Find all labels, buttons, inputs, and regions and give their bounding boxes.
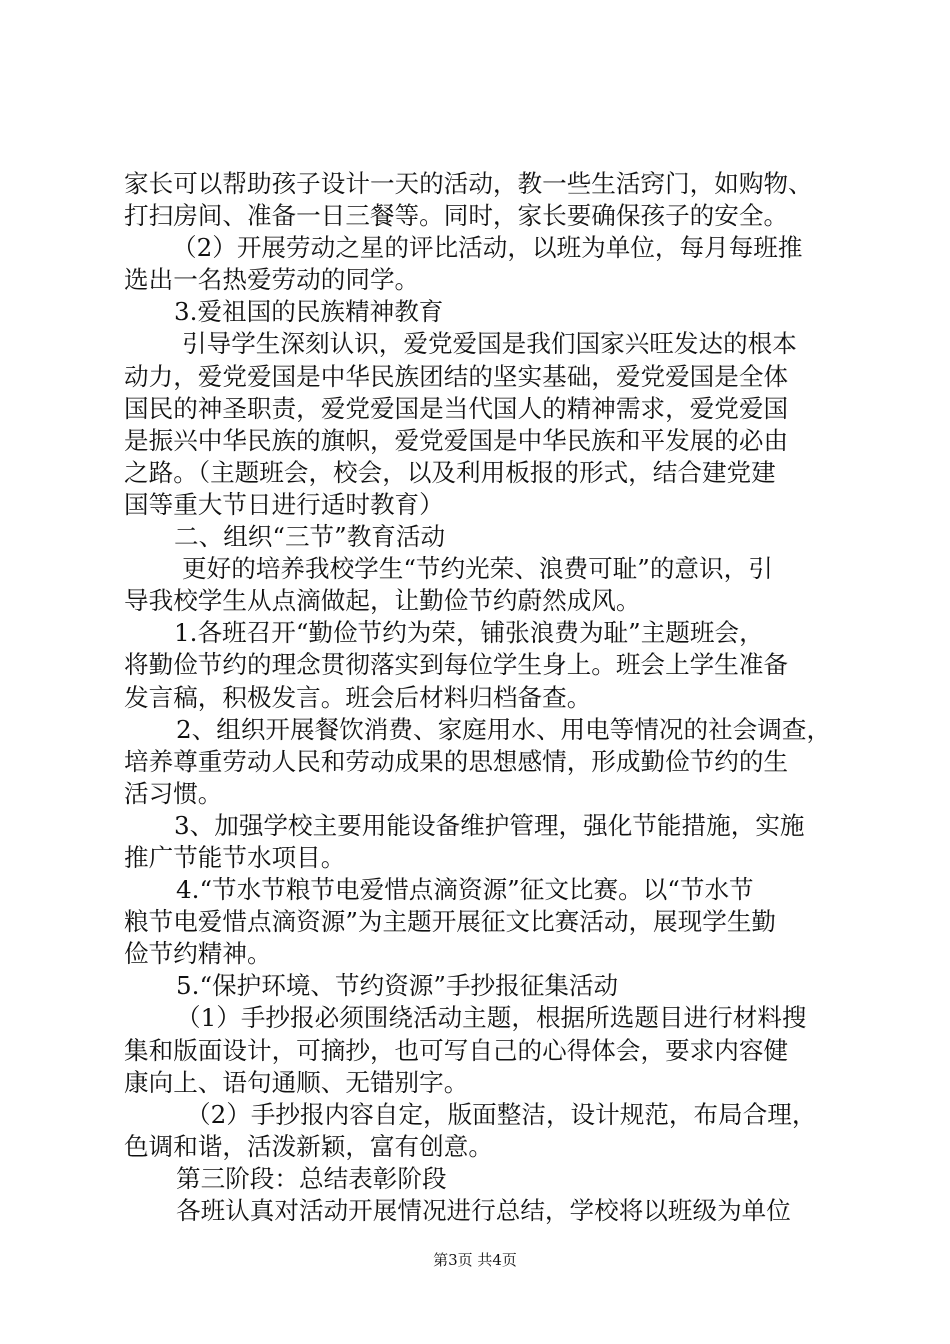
text-line: 之路。（主题班会，校会，以及利用板报的形式，结合建党建 [124,457,776,487]
text-line: 推广节能节水项目。 [124,842,346,872]
text-line: 俭节约精神。 [124,939,272,969]
text-line: 将勤俭节约的理念贯彻落实到每位学生身上。班会上学生准备 [124,650,789,680]
text-line: 培养尊重劳动人民和劳动成果的思想感情，形成勤俭节约的生 [124,746,789,776]
text-line: 第三阶段：总结表彰阶段 [176,1163,447,1193]
text-line: 活习惯。 [124,778,223,808]
text-line: 是振兴中华民族的旗帜，爱党爱国是中华民族和平发展的必由 [124,425,789,455]
text-line: 选出一名热爱劳动的同学。 [124,265,420,295]
text-line: 3、加强学校主要用能设备维护管理，强化节能措施，实施 [174,810,805,840]
text-line: 粮节电爱惜点滴资源”为主题开展征文比赛活动，展现学生勤 [124,907,777,937]
text-line: 二、组织“三节”教育活动 [174,522,446,552]
text-line: 家长可以帮助孩子设计一天的活动，教一些生活窍门，如购物、 [124,169,813,198]
text-line: 国等重大节日进行适时教育） [124,489,444,519]
page-footer: 第3页 共4页 [433,1251,517,1269]
text-line: 色调和谐，活泼新颖，富有创意。 [124,1131,493,1161]
text-line: 5.“保护环境、节约资源”手抄报征集活动 [176,971,619,1001]
text-line: （2）手抄报内容自定，版面整洁，设计规范，布局合理， [186,1099,817,1129]
text-line: 导我校学生从点滴做起，让勤俭节约蔚然成风。 [124,586,641,616]
text-line: 集和版面设计，可摘抄，也可写自己的心得体会，要求内容健 [124,1035,789,1065]
text-line: 发言稿，积极发言。班会后材料归档备查。 [124,682,592,712]
text-line: 打扫房间、准备一日三餐等。同时，家长要确保孩子的安全。 [124,201,789,231]
text-line: （1）手抄报必须围绕活动主题，根据所选题目进行材料搜 [176,1003,807,1033]
text-line: 更好的培养我校学生“节约光荣、浪费可耻”的意识，引 [182,554,773,584]
text-line: 引导学生深刻认识，爱党爱国是我们国家兴旺发达的根本 [182,329,797,359]
text-line: 国民的神圣职责，爱党爱国是当代国人的精神需求，爱党爱国 [124,393,789,423]
text-line: 动力，爱党爱国是中华民族团结的坚实基础，爱党爱国是全体 [124,361,789,391]
text-line: 各班认真对活动开展情况进行总结，学校将以班级为单位 [176,1196,791,1225]
text-line: 1.各班召开“勤俭节约为荣，铺张浪费为耻”主题班会， [174,618,764,648]
text-line: （2）开展劳动之星的评比活动，以班为单位，每月每班推 [172,233,803,263]
text-line: 3.爱祖国的民族精神教育 [174,297,444,327]
text-line: 4.“节水节粮节电爱惜点滴资源”征文比赛。以“节水节 [176,875,754,905]
text-line: 康向上、语句通顺、无错别字。 [124,1067,469,1097]
text-line: 2、组织开展餐饮消费、家庭用水、用电等情况的社会调查， [176,714,832,744]
document-body [124,168,844,1227]
